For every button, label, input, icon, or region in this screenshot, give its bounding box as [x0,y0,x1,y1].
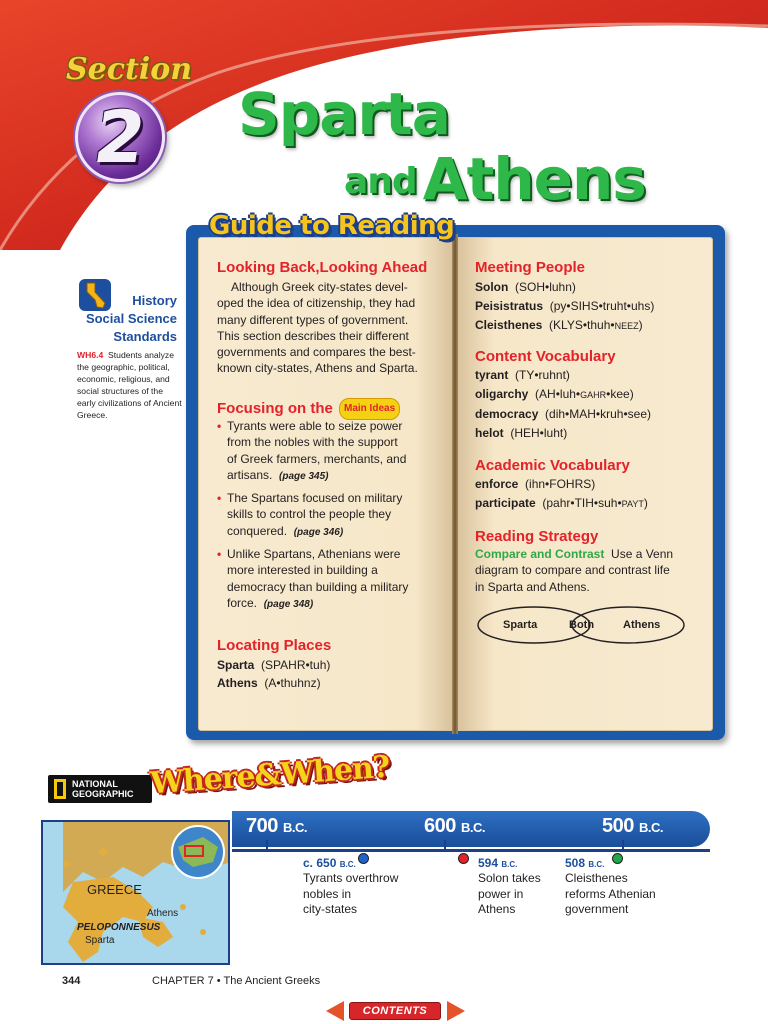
timeline-tick [266,840,268,852]
idea-line: Tyrants were able to seize power [227,419,403,433]
vocab-pronunciation: (TY•ruhnt) [515,368,570,382]
event-line: Cleisthenes [565,871,628,885]
event-line: government [565,902,629,916]
event-description [478,871,541,918]
timeline-year [602,815,663,838]
vocab-pronunciation: (ihn•FOHRS) [525,477,596,491]
venn-label-right: Athens [623,619,661,631]
pronunciation-end: •kee) [606,387,634,401]
person-pronunciation: (py•SIHS•truht•uhs) [549,299,655,313]
timeline-tick [622,840,624,852]
venn-label-middle: Both [569,619,595,631]
year-era: B.C. [460,820,485,835]
event-description [303,871,398,918]
small-caps-syllable: NEEZ [614,321,639,331]
standards-code: WH6.4 [77,350,104,360]
idea-line: democracy than building a military [227,579,409,594]
timeline-year [424,815,485,838]
strategy-line: in Sparta and Athens. [475,579,590,594]
strategy-line-text: Use a Venn [611,547,674,561]
idea-line [227,595,429,613]
event-date-value: c. 650 [303,856,337,870]
pronunciation-end: ) [643,496,648,510]
page-number: 344 [62,975,81,987]
main-idea-item [217,490,429,541]
map-label-peloponnesus: PELOPONNESUS [77,922,161,933]
content-vocabulary-list [475,366,705,443]
main-idea-item [217,546,429,613]
national-geographic-frame-icon [54,779,66,799]
national-geographic-text [72,779,134,799]
idea-line: of Greek farmers, merchants, and [227,451,407,466]
section-title-athens: Athens [422,145,646,213]
person-term: Cleisthenes [475,318,543,332]
idea-line-text: artisans. [227,467,273,482]
paragraph-line: many different types of government. [217,312,409,327]
idea-line: skills to control the people they [227,507,392,522]
previous-page-arrow-icon[interactable] [326,1001,344,1021]
vocab-pronunciation: (dih•MAH•kruh•see) [545,407,652,421]
section-title-and: and [344,161,417,202]
idea-line: from the nobles with the support [227,435,398,450]
section-number-badge [75,92,165,182]
vocab-item [475,385,705,405]
year-number: 500 [602,815,634,837]
vocab-term: oligarchy [475,387,529,401]
focusing-heading-text: Focusing on the [217,400,333,417]
person-item [475,316,705,336]
strategy-line [475,546,707,562]
event-date [565,856,604,870]
small-caps-syllable: PAYT [621,499,644,509]
idea-line: more interested in building a [227,563,378,578]
event-description [565,871,656,918]
next-page-arrow-icon[interactable] [447,1001,465,1021]
year-number: 700 [246,815,278,837]
vocab-pronunciation: (pahr•TIH•suh• [542,496,622,510]
event-date [478,856,517,870]
standards-heading-line3: Standards [113,329,177,344]
place-pronunciation: (A•thuhnz) [264,676,321,691]
map-label-greece: GREECE [87,882,142,897]
year-number: 600 [424,815,456,837]
standards-text [77,349,182,422]
standards-heading-line2: Social Science [85,311,177,326]
reading-strategy-heading: Reading Strategy [475,528,599,545]
idea-line: Unlike Spartans, Athenians were [227,547,401,561]
bullet-icon: • [217,547,222,561]
paragraph-line: known city-states, Athens and Sparta. [217,361,418,376]
vocab-item [475,424,705,443]
event-era: B.C. [339,860,356,869]
section-number: 2 [89,95,151,179]
person-item [475,297,705,316]
page-reference: (page 348) [263,598,314,610]
meeting-people-heading: Meeting People [475,259,586,276]
idea-line: The Spartans focused on military [227,491,403,505]
where-when-title: Where&When? [149,749,391,802]
page-reference: (page 345) [279,470,329,482]
vocab-term: democracy [475,407,539,421]
vocab-term: enforce [475,477,519,491]
place-item [217,675,437,691]
strategy-line: diagram to compare and contrast life [475,563,670,578]
event-marker-icon [358,853,369,864]
person-pronunciation: (KLYS•thuh• [549,318,615,332]
person-term: Solon [475,280,509,294]
looking-back-paragraph [217,279,442,377]
timeline-axis [232,849,710,852]
section-label: Section [66,52,193,87]
person-item [475,278,705,297]
standards-heading [77,292,177,346]
idea-line [227,467,429,485]
vocab-term: helot [475,426,504,440]
event-marker-icon [458,853,469,864]
event-line: reforms Athenian [565,886,656,901]
vocab-term: participate [475,496,536,510]
academic-vocabulary-list [475,475,705,514]
map-label-sparta: Sparta [85,935,115,946]
section-title-line1: Sparta [238,80,450,148]
place-term: Sparta [217,658,255,672]
event-era: B.C. [501,860,518,869]
places-list [217,657,437,692]
paragraph-line: Although Greek city-states devel- [231,280,408,294]
paragraph-line: This section describes their different [217,328,409,343]
person-pronunciation: (SOH•luhn) [515,280,576,294]
vocab-pronunciation: (AH•luh• [535,387,581,401]
main-idea-item [217,418,429,485]
venn-label-left: Sparta [503,619,538,631]
standards-description: Students analyze the geographic, political, economic, religious, and social structures of the early civilizations of Ancient Greece. [77,350,182,421]
event-marker-icon [612,853,623,864]
idea-line [227,523,429,541]
vocab-pronunciation: (HEH•luht) [510,426,568,440]
event-date-value: 508 [565,856,586,870]
page-reference: (page 346) [293,526,344,538]
event-line: power in [478,886,524,901]
event-line: Solon takes [478,871,541,885]
vocab-term: tyrant [475,368,509,382]
vocab-item [475,405,705,424]
event-line: city-states [303,902,358,916]
vocab-item [475,494,705,514]
person-term: Peisistratus [475,299,544,313]
paragraph-line: governments and compares the best- [217,345,416,360]
event-line: Athens [478,902,516,916]
people-list [475,278,705,336]
locating-places-heading: Locating Places [217,637,332,654]
national-geographic-logo [48,775,152,803]
year-era: B.C. [282,820,307,835]
vocab-item [475,366,705,385]
bullet-icon: • [217,419,222,433]
ng-line2: GEOGRAPHIC [72,789,134,799]
guide-to-reading-banner: Guide to Reading [209,211,455,241]
map-label-athens: Athens [147,908,179,919]
place-term: Athens [217,676,258,691]
timeline-tick [444,840,446,852]
year-era: B.C. [638,820,663,835]
ng-line1: NATIONAL [72,779,118,789]
contents-button[interactable]: CONTENTS [349,1002,441,1020]
event-line: nobles in [303,886,352,901]
standards-heading-line1: History [132,293,177,308]
timeline-year [246,815,307,838]
focusing-heading [217,398,400,420]
chapter-footer: CHAPTER 7 • The Ancient Greeks [152,975,321,987]
looking-back-heading: Looking Back,Looking Ahead [217,259,428,276]
idea-line-text: force. [227,595,258,610]
event-line: Tyrants overthrow [303,871,399,885]
place-item [217,657,437,673]
content-vocabulary-heading: Content Vocabulary [475,348,616,365]
event-era: B.C. [588,860,605,869]
paragraph-line: oped the idea of citizenship, they had [217,296,416,311]
small-caps-syllable: GAHR [580,390,607,400]
pronunciation-end: ) [638,318,643,332]
main-ideas-badge: Main Ideas [339,398,400,420]
event-date [303,856,356,870]
reading-strategy-text [475,546,707,595]
place-pronunciation: (SPAHR•tuh) [261,658,331,672]
academic-vocabulary-heading: Academic Vocabulary [475,457,630,474]
strategy-lead: Compare and Contrast [475,547,605,561]
idea-line-text: conquered. [227,523,288,538]
event-date-value: 594 [478,856,499,870]
vocab-item [475,475,705,494]
greece-map [41,820,230,965]
bullet-icon: • [217,491,222,505]
book-spine [452,234,458,734]
section-title-line2 [344,145,646,213]
